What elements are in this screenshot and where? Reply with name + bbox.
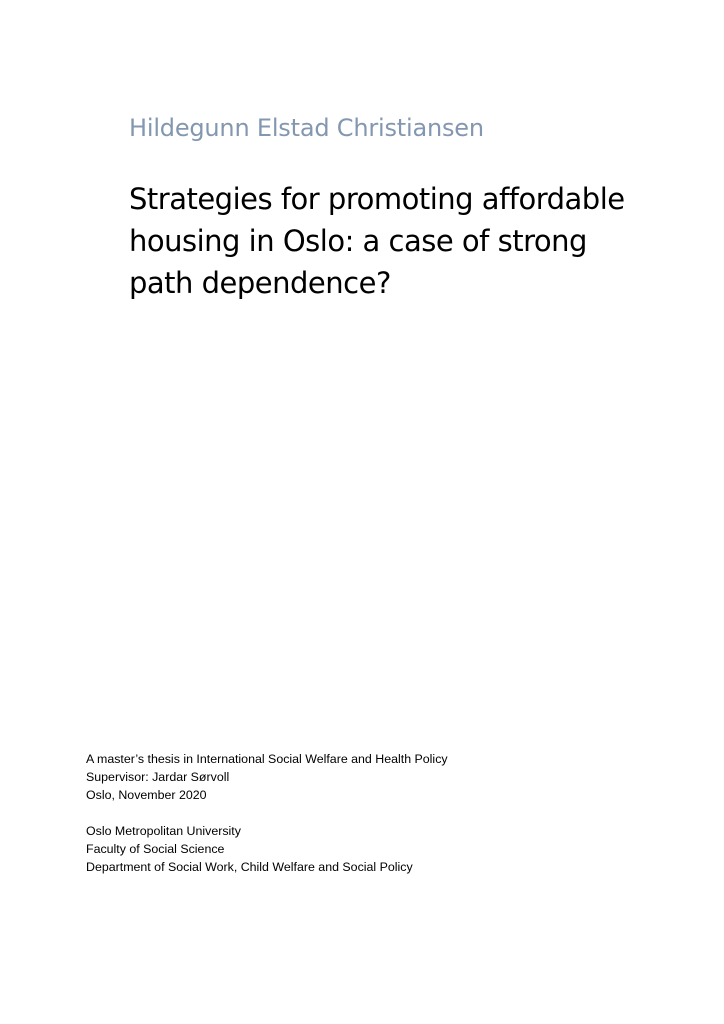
supervisor-line: Supervisor: Jardar Sørvoll xyxy=(86,770,230,784)
thesis-description: A master’s thesis in International Social Welfare and Health Policy xyxy=(86,752,448,766)
thesis-title xyxy=(129,178,689,304)
thesis-title-line-3: path dependence? xyxy=(129,266,391,300)
thesis-info-block xyxy=(86,750,448,876)
info-spacer xyxy=(86,804,448,822)
university-name: Oslo Metropolitan University xyxy=(86,824,241,838)
place-date-line: Oslo, November 2020 xyxy=(86,788,207,802)
thesis-title-line-2: housing in Oslo: a case of strong xyxy=(129,224,587,258)
author-name: Hildegunn Elstad Christiansen xyxy=(129,114,484,142)
faculty-name: Faculty of Social Science xyxy=(86,842,225,856)
department-name: Department of Social Work, Child Welfare and Social Policy xyxy=(86,860,413,874)
thesis-title-line-1: Strategies for promoting affordable xyxy=(129,182,625,216)
